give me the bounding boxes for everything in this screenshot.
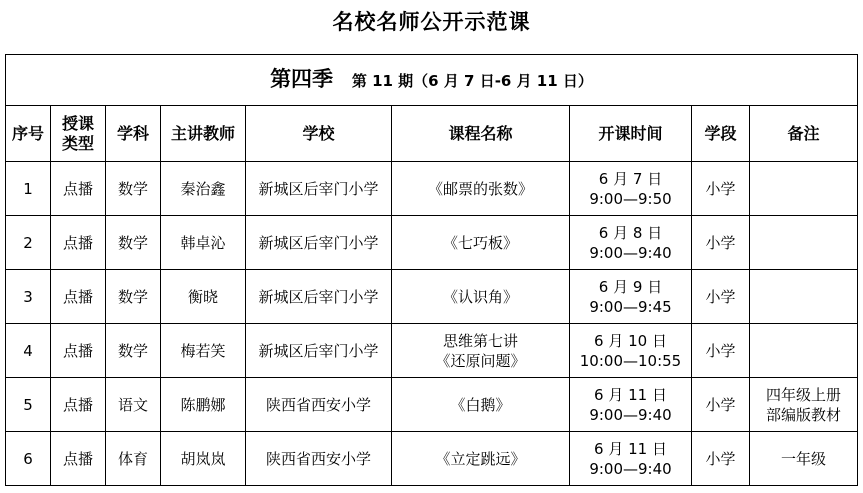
cell-note (750, 216, 858, 270)
header-type (51, 106, 106, 162)
cell-course (392, 324, 570, 378)
season-label: 第四季 (270, 66, 334, 91)
cell-type: 点播 (51, 216, 106, 270)
cell-date: 6 月 9 日 (598, 277, 663, 296)
cell-school: 陕西省西安小学 (246, 378, 392, 432)
cell-time (570, 216, 692, 270)
cell-course (392, 432, 570, 486)
header-type-line2: 类型 (61, 133, 94, 153)
cell-hours: 10:00—10:55 (579, 351, 682, 370)
header-level: 学段 (692, 106, 750, 162)
header-row (6, 106, 858, 162)
cell-type: 点播 (51, 378, 106, 432)
cell-level: 小学 (692, 270, 750, 324)
header-school: 学校 (246, 106, 392, 162)
cell-teacher: 衡晓 (161, 270, 246, 324)
cell-time (570, 432, 692, 486)
table-row (6, 162, 858, 216)
cell-index: 3 (6, 270, 51, 324)
cell-note (750, 162, 858, 216)
cell-level: 小学 (692, 324, 750, 378)
cell-school: 陕西省西安小学 (246, 432, 392, 486)
cell-teacher: 秦治鑫 (161, 162, 246, 216)
cell-subject: 数学 (106, 324, 161, 378)
cell-date: 6 月 11 日 (594, 385, 667, 404)
cell-school: 新城区后宰门小学 (246, 270, 392, 324)
cell-note (750, 270, 858, 324)
cell-type: 点播 (51, 162, 106, 216)
cell-hours: 9:00—9:40 (589, 459, 672, 478)
note-line1: 四年级上册 (765, 385, 841, 404)
table-row (6, 270, 858, 324)
cell-type: 点播 (51, 432, 106, 486)
table-row (6, 432, 858, 486)
cell-index: 4 (6, 324, 51, 378)
cell-teacher: 韩卓沁 (161, 216, 246, 270)
cell-time (570, 378, 692, 432)
cell-type: 点播 (51, 324, 106, 378)
header-index: 序号 (6, 106, 51, 162)
cell-school: 新城区后宰门小学 (246, 324, 392, 378)
cell-school: 新城区后宰门小学 (246, 162, 392, 216)
cell-time (570, 270, 692, 324)
course-line1: 《立定跳远》 (435, 449, 526, 468)
cell-date: 6 月 7 日 (598, 169, 663, 188)
cell-note (750, 432, 858, 486)
cell-subject: 体育 (106, 432, 161, 486)
cell-index: 1 (6, 162, 51, 216)
cell-date: 6 月 8 日 (598, 223, 663, 242)
cell-teacher: 胡岚岚 (161, 432, 246, 486)
table-row (6, 378, 858, 432)
cell-course (392, 378, 570, 432)
note-line1: 一年级 (780, 449, 826, 468)
season-row (6, 55, 858, 106)
cell-subject: 数学 (106, 162, 161, 216)
cell-index: 5 (6, 378, 51, 432)
cell-note (750, 378, 858, 432)
cell-teacher: 梅若笑 (161, 324, 246, 378)
header-time: 开课时间 (570, 106, 692, 162)
cell-type: 点播 (51, 270, 106, 324)
header-subject: 学科 (106, 106, 161, 162)
header-course: 课程名称 (392, 106, 570, 162)
cell-note (750, 324, 858, 378)
cell-subject: 数学 (106, 270, 161, 324)
course-line1: 《邮票的张数》 (427, 179, 533, 198)
cell-time (570, 324, 692, 378)
cell-course (392, 162, 570, 216)
header-note: 备注 (750, 106, 858, 162)
course-line1: 《白鹅》 (450, 395, 511, 414)
cell-hours: 9:00—9:50 (589, 189, 672, 208)
cell-index: 6 (6, 432, 51, 486)
cell-hours: 9:00—9:45 (589, 297, 672, 316)
schedule-table (5, 54, 858, 486)
note-line2: 部编版教材 (765, 405, 841, 424)
cell-time (570, 162, 692, 216)
cell-date: 6 月 11 日 (594, 439, 667, 458)
cell-index: 2 (6, 216, 51, 270)
cell-date: 6 月 10 日 (594, 331, 667, 350)
cell-level: 小学 (692, 216, 750, 270)
cell-course (392, 270, 570, 324)
cell-subject: 数学 (106, 216, 161, 270)
table-row (6, 324, 858, 378)
cell-level: 小学 (692, 162, 750, 216)
course-line2: 《还原问题》 (435, 351, 526, 370)
cell-hours: 9:00—9:40 (589, 243, 672, 262)
cell-level: 小学 (692, 432, 750, 486)
header-type-line1: 授课 (61, 113, 94, 133)
header-teacher: 主讲教师 (161, 106, 246, 162)
cell-teacher: 陈鹏娜 (161, 378, 246, 432)
cell-course (392, 216, 570, 270)
table-row (6, 216, 858, 270)
season-banner (6, 55, 858, 106)
course-line1: 《认识角》 (442, 287, 518, 306)
cell-school: 新城区后宰门小学 (246, 216, 392, 270)
cell-level: 小学 (692, 378, 750, 432)
course-line1: 《七巧板》 (442, 233, 518, 252)
page-title: 名校名师公开示范课 (332, 10, 531, 34)
course-line1: 思维第七讲 (442, 331, 518, 350)
period-label: 第 11 期（6 月 7 日-6 月 11 日） (351, 72, 593, 90)
cell-subject: 语文 (106, 378, 161, 432)
cell-hours: 9:00—9:40 (589, 405, 672, 424)
